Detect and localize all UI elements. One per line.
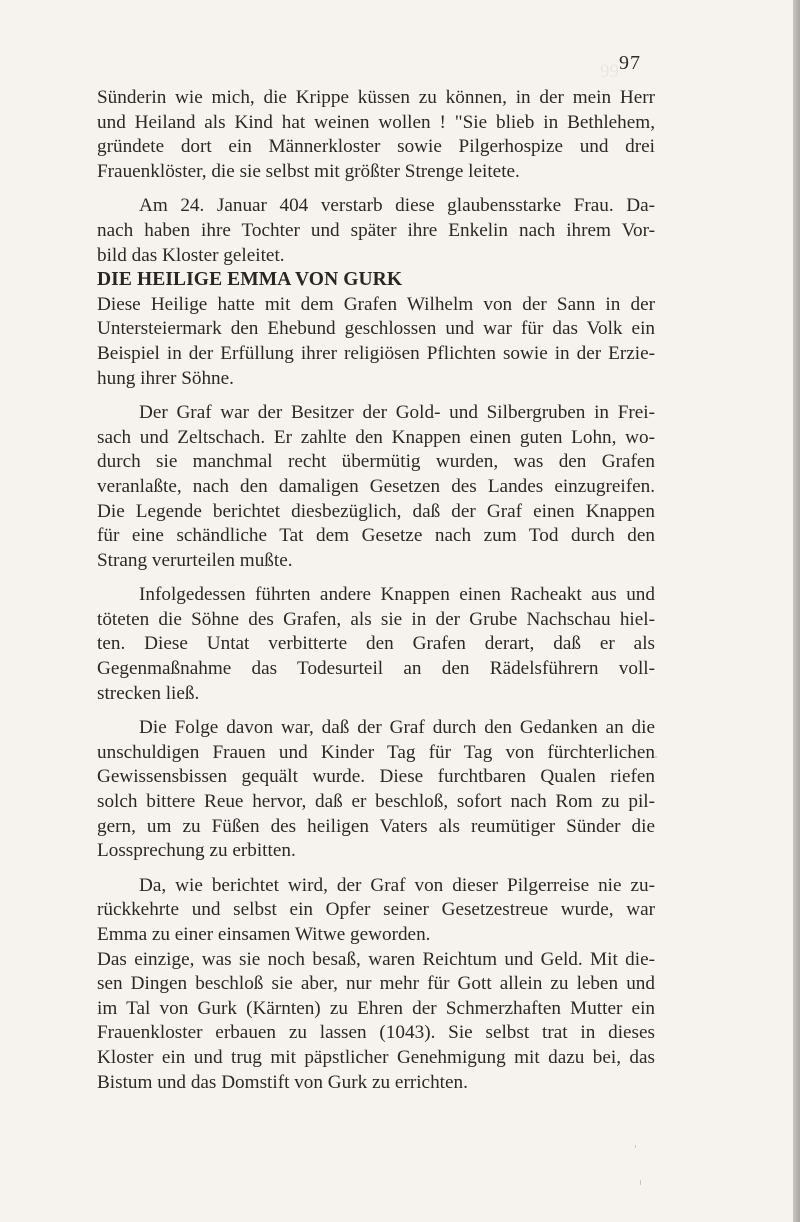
text-line: Gegenmaßnahme das Todesurteil an den Rädelsführern voll- <box>97 658 655 680</box>
text-line: rückkehrte und selbst ein Opfer seiner Gesetzestreue wurde, war <box>97 899 655 921</box>
section-heading <box>97 268 655 293</box>
text-line: Bistum und das Domstift von Gurk zu errichten. <box>97 1071 468 1093</box>
page-number: 97 <box>619 52 641 74</box>
text-line: Diese Heilige hatte mit dem Grafen Wilhelm von der Sann in der <box>97 293 655 315</box>
text-line: ten. Diese Untat verbitterte den Grafen derart, daß er als <box>97 633 655 655</box>
page-edge <box>793 0 800 1222</box>
paragraph <box>97 86 655 184</box>
text-line: hung ihrer Söhne. <box>97 367 234 389</box>
bleed-page-number: 99 <box>600 61 619 82</box>
text-line: Kloster ein und trug mit päpstlicher Genehmigung mit dazu bei, das <box>97 1046 655 1068</box>
text-line: Untersteiermark den Ehebund geschlossen und war für das Volk ein <box>97 318 655 340</box>
text-line: Am 24. Januar 404 verstarb diese glaubensstarke Frau. Da- <box>139 195 655 217</box>
text-line: nach haben ihre Tochter und später ihre Enkelin nach ihrem Vor- <box>97 219 655 241</box>
text-line: Die Folge davon war, daß der Graf durch den Gedanken an die <box>139 717 655 739</box>
text-line: Frauenkloster erbauen zu lassen (1043). Sie selbst trat in dieses <box>97 1022 655 1044</box>
paragraph <box>97 874 655 948</box>
text-line: gründete dort ein Männerkloster sowie Pilgerhospize und drei <box>97 136 655 158</box>
paragraph <box>97 194 655 268</box>
paper-speck <box>640 1180 641 1185</box>
paragraph <box>97 583 655 706</box>
text-line: und Heiland als Kind hat weinen wollen ! "Sie blieb in Bethlehem, <box>97 111 655 133</box>
text-line: im Tal von Gurk (Kärnten) zu Ehren der Schmerzhaften Mutter ein <box>97 997 655 1019</box>
text-line: Gewissensbissen gequält wurde. Diese furchtbaren Qualen riefen <box>97 766 655 788</box>
text-line: veranlaßte, nach den damaligen Gesetzen des Landes einzugreifen. <box>97 475 655 497</box>
page-body <box>97 86 655 1095</box>
text-line: für eine schändliche Tat dem Gesetze nach zum Tod durch den <box>97 525 655 547</box>
text-line: strecken ließ. <box>97 682 200 704</box>
text-line: Der Graf war der Besitzer der Gold- und Silbergruben in Frei- <box>139 402 655 424</box>
text-line: Sünderin wie mich, die Krippe küssen zu können, in der mein Herr <box>97 87 655 108</box>
text-line: durch sie manchmal recht übermütig wurden, was den Grafen <box>97 451 655 473</box>
text-line: solch bittere Reue hervor, daß er beschloß, sofort nach Rom zu pil- <box>97 791 655 813</box>
paper-speck <box>635 1145 636 1148</box>
paragraph <box>97 948 655 1096</box>
text-line: Das einzige, was sie noch besaß, waren Reichtum und Geld. Mit die- <box>97 948 655 970</box>
text-line: Die Legende berichtet diesbezüglich, daß der Graf einen Knappen <box>97 500 655 522</box>
text-line: Emma zu einer einsamen Witwe geworden. <box>97 924 431 945</box>
text-line: Strang verurteilen mußte. <box>97 549 293 571</box>
heading-text: DIE HEILIGE EMMA VON GURK <box>97 269 403 291</box>
text-line: Da, wie berichtet wird, der Graf von dieser Pilgerreise nie zu- <box>139 874 655 896</box>
paragraph <box>97 716 655 864</box>
text-line: unschuldigen Frauen und Kinder Tag für Tag von fürchterlichen <box>97 741 655 763</box>
text-line: Lossprechung zu erbitten. <box>97 840 296 862</box>
text-line: gern, um zu Füßen des heiligen Vaters als reumütiger Sünder die <box>97 815 655 837</box>
text-line: Infolgedessen führten andere Knappen einen Racheakt aus und <box>139 584 655 606</box>
text-line: töteten die Söhne des Grafen, als sie in der Grube Nachschau hiel- <box>97 608 655 630</box>
paper-speck <box>655 756 657 758</box>
paragraph <box>97 401 655 573</box>
text-line: Beispiel in der Erfüllung ihrer religiösen Pflichten sowie in der Erzie- <box>97 342 655 364</box>
text-line: Frauenklöster, die sie selbst mit größter Strenge leitete. <box>97 160 520 182</box>
text-line: sach und Zeltschach. Er zahlte den Knappen einen guten Lohn, wo- <box>97 426 655 448</box>
text-line: bild das Kloster geleitet. <box>97 244 285 266</box>
paragraph <box>97 293 655 391</box>
text-line: sen Dingen beschloß sie aber, nur mehr für Gott allein zu leben und <box>97 973 655 995</box>
